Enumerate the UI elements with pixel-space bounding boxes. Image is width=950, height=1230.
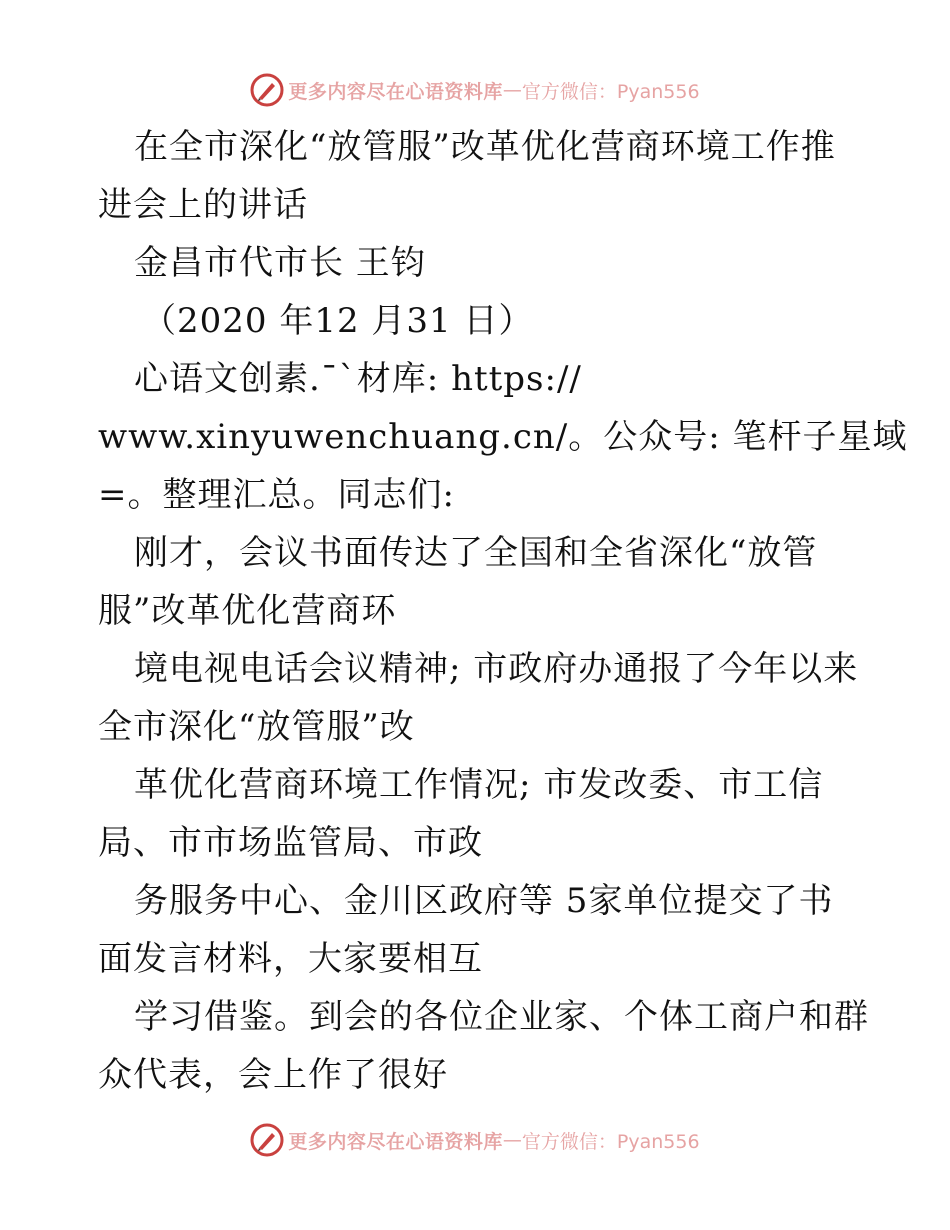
author-line: 金昌市代市长 王钧 <box>134 243 426 283</box>
body-line: 局、市市场监管局、市政 <box>98 823 483 863</box>
pen-logo-icon <box>250 73 284 107</box>
source-line-2: www.xinyuwenchuang.cn/。公众号: 笔杆子星域 <box>98 417 908 457</box>
body-line: 刚才，会议书面传达了全国和全省深化“放管 <box>134 533 818 573</box>
watermark-wechat-text: 官方微信：Pyan556 <box>521 1130 700 1153</box>
document-body <box>98 122 908 1108</box>
body-line: 革优化营商环境工作情况; 市发改委、市工信 <box>134 765 824 805</box>
body-line: 众代表，会上作了很好 <box>98 1055 448 1095</box>
date-line: （2020 年12 月31 日） <box>142 301 534 341</box>
body-line: 务服务中心、金川区政府等 5家单位提交了书 <box>134 881 834 921</box>
watermark-dash: — <box>502 1129 522 1151</box>
body-line: 学习借鉴。到会的各位企业家、个体工商户和群 <box>134 997 869 1037</box>
body-line: 境电视电话会议精神; 市政府办通报了今年以来 <box>134 649 859 689</box>
pen-logo-icon <box>250 1123 284 1157</box>
footer-watermark <box>0 1120 950 1160</box>
body-line: 面发言材料，大家要相互 <box>98 939 483 979</box>
watermark-dash: — <box>502 79 522 101</box>
body-line: 服”改革优化营商环 <box>98 591 397 631</box>
watermark-library-text: 更多内容尽在心语资料库 <box>288 1130 503 1153</box>
body-line: 全市深化“放管服”改 <box>98 707 415 747</box>
source-line-1: 心语文创素.¯`材库: https:// <box>134 359 582 399</box>
title-line-1: 在全市深化“放管服”改革优化营商环境工作推 <box>134 127 836 167</box>
header-watermark <box>0 70 950 110</box>
watermark-wechat-text: 官方微信：Pyan556 <box>521 80 700 103</box>
title-line-2: 进会上的讲话 <box>98 185 308 225</box>
greeting-line: =。整理汇总。同志们: <box>98 475 455 515</box>
watermark-library-text: 更多内容尽在心语资料库 <box>288 80 503 103</box>
